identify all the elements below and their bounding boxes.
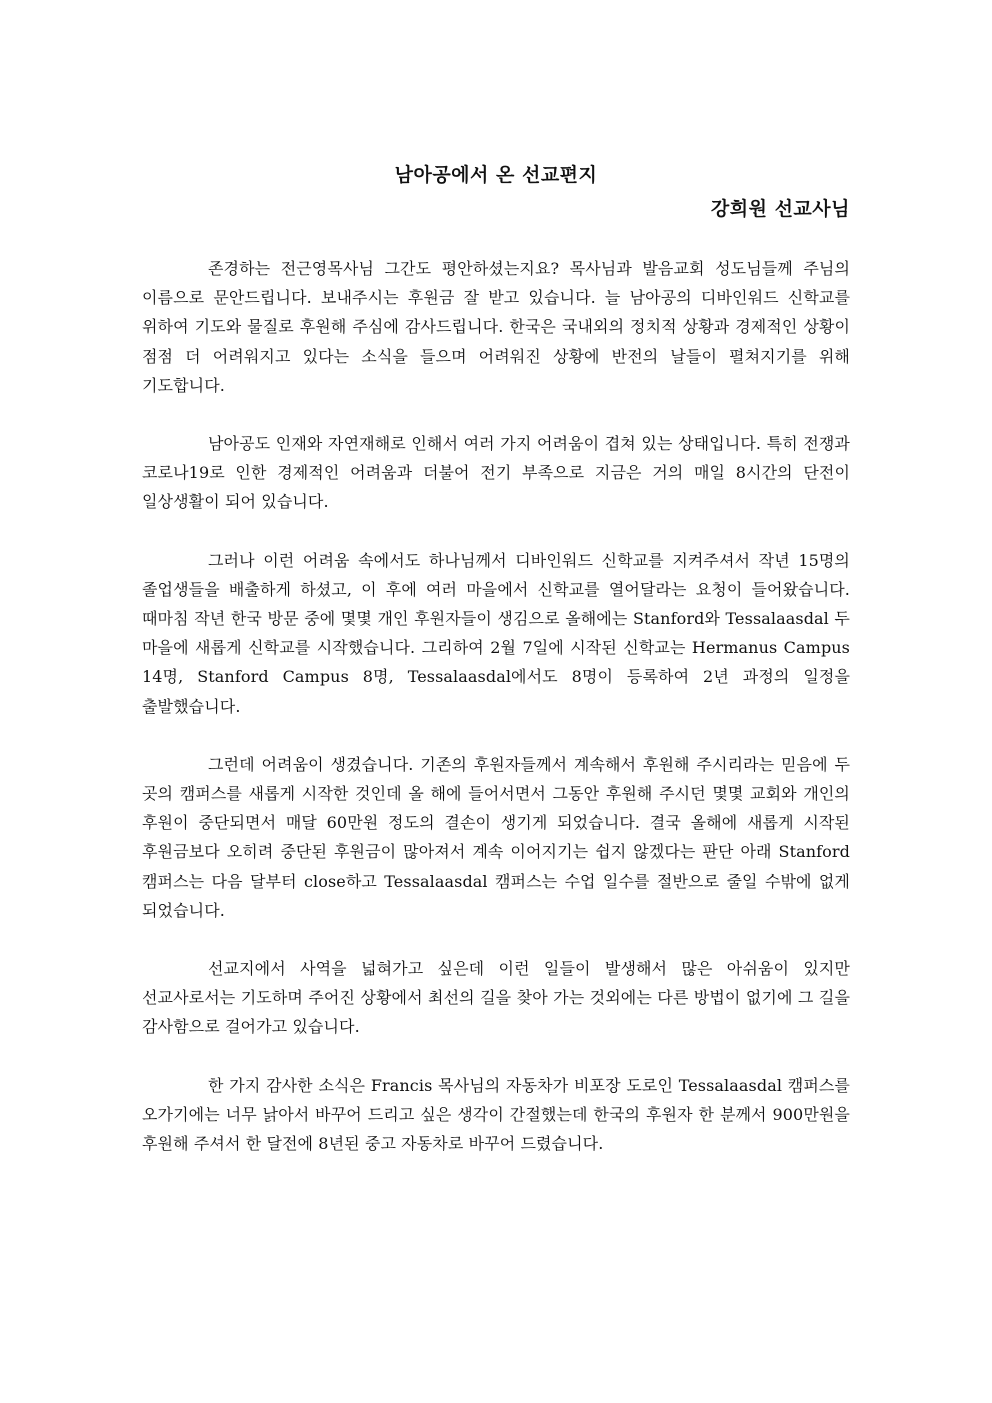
paragraph-difficulty: 그런데 어려움이 생겼습니다. 기존의 후원자들께서 계속해서 후원해 주시리라는 믿음에 두 곳의 캠퍼스를 새롭게 시작한 것인데 올 해에 들어서면서 그동안 후원해 주시던 몇몇 교회와 개인의 후원이 중단되면서 매달 60만원 정도의 결손이 생기게 되었습니다. 결국 올해에 새롭게 시작된 후원금보다 오히려 중단된 후원금이 많아져서 계속 이어지기는 쉽지 않겠다는 판단 아래 Stanford 캠퍼스는 다음 달부터 close하고 Tessalaasdal 캠퍼스는 수업 일수를 절반으로 줄일 수밖에 없게 되었습니다.: [142, 754, 850, 920]
paragraph-seminary-growth: 그러나 이런 어려움 속에서도 하나님께서 디바인워드 신학교를 지켜주셔서 작년 15명의 졸업생들을 배출하게 하셨고, 이 후에 여러 마을에서 신학교를 열어달라는 요청이 들어왔습니다. 때마침 작년 한국 방문 중에 몇몇 개인 후원자들이 생김으로 올해에는 Stanford와 Tessalaasdal 두 마을에 새롭게 신학교를 시작했습니다. 그리하여 2월 7일에 시작된 신학교는 Hermanus Campus 14명, Stanford Campus 8명, Tessalaasdal에서도 8명이 등록하여 2년 과정의 일정을 출발했습니다.: [142, 550, 850, 716]
letter-title: 남아공에서 온 선교편지: [394, 164, 598, 186]
paragraph-good-news: 한 가지 감사한 소식은 Francis 목사님의 자동차가 비포장 도로인 Tessalaasdal 캠퍼스를 오가기에는 너무 낡아서 바꾸어 드리고 싶은 생각이 간절했는데 한국의 후원자 한 분께서 900만원을 후원해 주셔서 한 달전에 8년된 중고 자동차로 바꾸어 드렸습니다.: [142, 1075, 850, 1154]
paragraph-greeting: 존경하는 전근영목사님 그간도 평안하셨는지요? 목사님과 발음교회 성도님들께 주님의 이름으로 문안드립니다. 보내주시는 후원금 잘 받고 있습니다. 늘 남아공의 디바인워드 신학교를 위하여 기도와 물질로 후원해 주심에 감사드립니다. 한국은 국내외의 정치적 상황과 경제적인 상황이 점점 더 어려워지고 있다는 소식을 들으며 어려워진 상황에 반전의 날들이 펼쳐지기를 위해 기도합니다.: [142, 259, 850, 395]
letter-author: 강희원 선교사님: [710, 198, 850, 220]
paragraph-gratitude: 선교지에서 사역을 넓혀가고 싶은데 이런 일들이 발생해서 많은 아쉬움이 있지만 선교사로서는 기도하며 주어진 상황에서 최선의 길을 찾아 가는 것외에는 다른 방법이 없기에 그 길을 감사함으로 걸어가고 있습니다.: [142, 959, 850, 1037]
letter-body: [142, 254, 850, 1187]
paragraph-situation: 남아공도 인재와 자연재해로 인해서 여러 가지 어려움이 겹쳐 있는 상태입니다. 특히 전쟁과 코로나19로 인한 경제적인 어려움과 더불어 전기 부족으로 지금은 거의 매일 8시간의 단전이 일상생활이 되어 있습니다.: [142, 434, 850, 512]
